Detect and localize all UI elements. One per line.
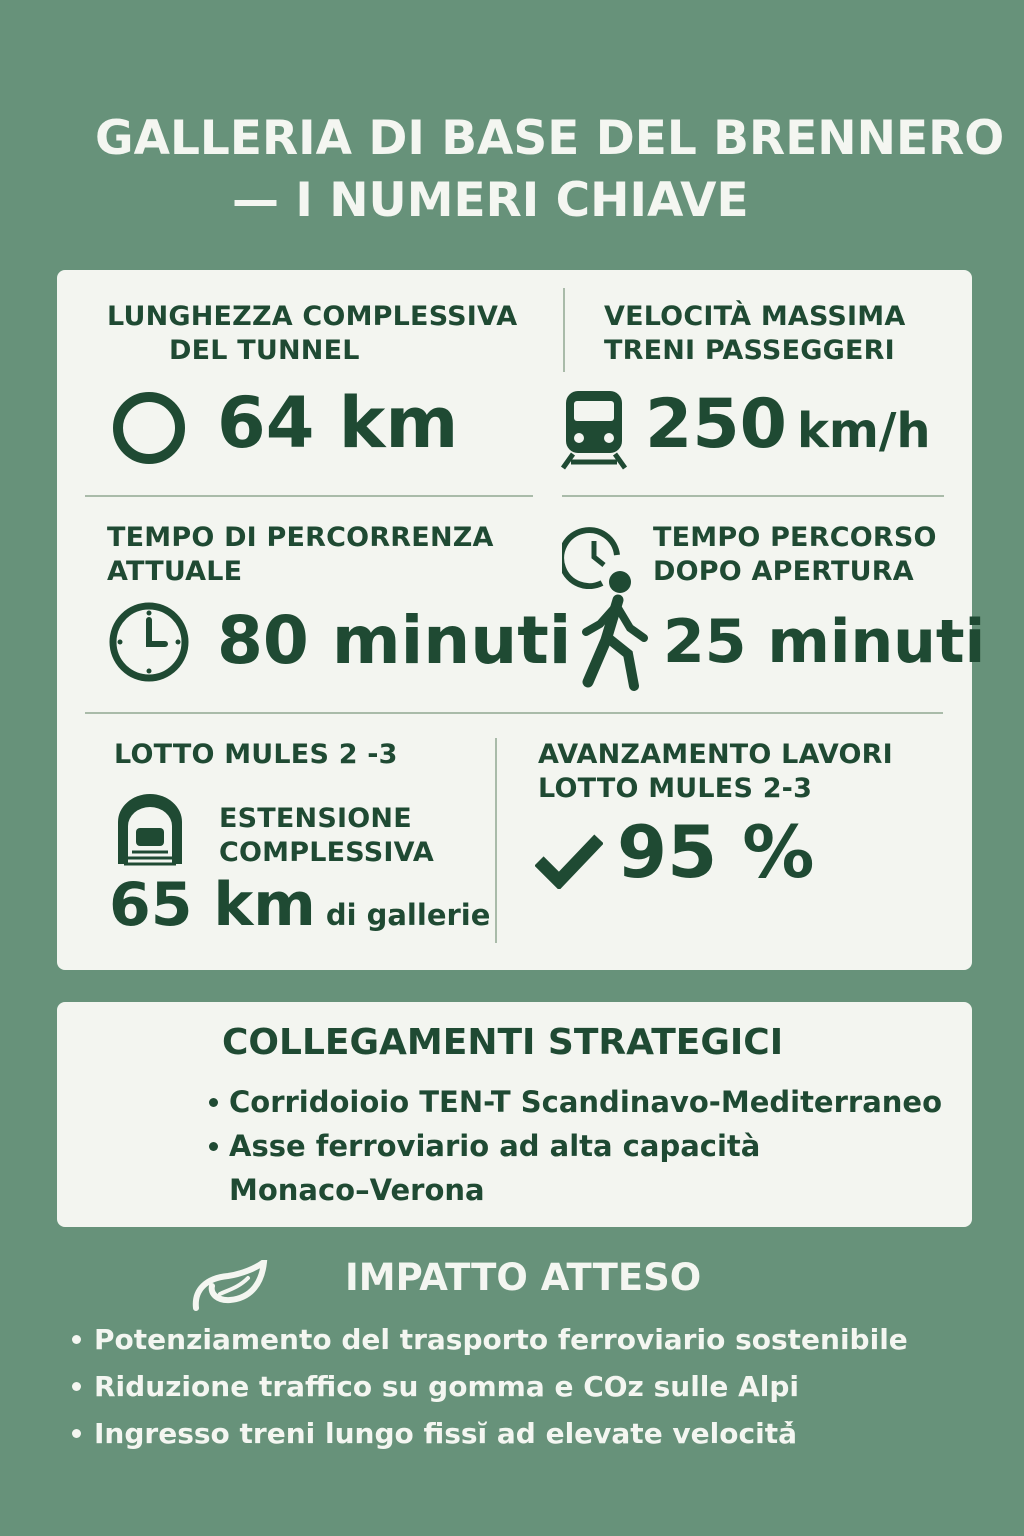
extension-label-line1: ESTENSIONE xyxy=(219,803,412,834)
list-item xyxy=(207,1080,942,1124)
lot-label: LOTTO MULES 2 -3 xyxy=(114,739,398,770)
new-time-label xyxy=(653,521,937,589)
divider xyxy=(85,712,943,714)
progress-value: 95 % xyxy=(617,810,815,894)
divider xyxy=(495,738,497,943)
link-item-2-line2: Monaco–Verona xyxy=(229,1173,485,1207)
progress-label-line2: LOTTO MULES 2-3 xyxy=(538,773,813,804)
impact-list xyxy=(70,1316,908,1457)
length-value: 64 km xyxy=(217,382,459,464)
clock-icon xyxy=(107,600,191,684)
lot-suffix: di gallerie xyxy=(325,898,491,932)
impact-item-1: Potenziamento del trasporto ferroviario sostenibile xyxy=(94,1323,908,1356)
length-label-line2: DEL TUNNEL xyxy=(169,335,360,366)
progress-label xyxy=(538,738,893,806)
list-item xyxy=(70,1410,908,1457)
key-numbers-card xyxy=(57,270,986,970)
link-item-1: Corridoioio TEN-T Scandinavo-Mediterraneo xyxy=(229,1085,943,1119)
speed-label xyxy=(604,300,905,368)
progress-label-line1: AVANZAMENTO LAVORI xyxy=(538,739,893,770)
links-title: COLLEGAMENTI STRATEGICI xyxy=(222,1022,784,1063)
impact-item-3: Ingresso treni lungo fissı̆ ad elevate velocitá̀ xyxy=(94,1417,797,1450)
leaf-icon xyxy=(186,1260,268,1312)
lot-value xyxy=(109,870,490,940)
link-item-2-line1: Asse ferroviario ad alta capacità xyxy=(229,1129,761,1163)
speed-value xyxy=(645,385,931,464)
length-label-line1: LUNGHEZZA COMPLESSIVA xyxy=(107,301,518,332)
checkmark-icon xyxy=(535,833,603,889)
current-time-value: 80 minuti xyxy=(217,602,572,679)
ring-icon xyxy=(111,390,187,466)
list-item xyxy=(207,1124,942,1212)
extension-label xyxy=(219,802,434,870)
strategic-links-card xyxy=(57,1002,972,1227)
list-item xyxy=(70,1316,908,1363)
train-icon xyxy=(561,388,627,470)
tunnel-icon xyxy=(112,790,188,866)
current-time-label-line2: ATTUALE xyxy=(107,556,243,587)
speed-label-line2: TRENI PASSEGGERI xyxy=(604,335,895,366)
links-list xyxy=(207,1080,942,1212)
speed-unit: km/h xyxy=(796,403,931,459)
divider xyxy=(562,495,944,497)
current-time-label xyxy=(107,521,494,589)
walking-person-icon xyxy=(572,570,652,692)
speed-label-line1: VELOCITÀ MASSIMA xyxy=(604,301,906,332)
current-time-label-line1: TEMPO DI PERCORRENZA xyxy=(107,522,494,553)
speed-number: 250 xyxy=(645,385,787,464)
extension-label-line2: COMPLESSIVA xyxy=(219,837,434,868)
new-time-value: 25 minuti xyxy=(663,607,986,677)
new-time-label-line1: TEMPO PERCORSO xyxy=(653,522,937,553)
impact-item-2: Riduzione traffico su gomma e COz sulle Alpi xyxy=(94,1370,800,1403)
title-line-2: — I NUMERI CHIAVE xyxy=(232,173,749,228)
length-label xyxy=(107,300,517,368)
divider xyxy=(563,288,565,372)
title-line-1: GALLERIA DI BASE DEL BRENNERO xyxy=(95,111,1005,166)
divider xyxy=(85,495,533,497)
impact-title: IMPATTO ATTESO xyxy=(345,1256,702,1299)
list-item xyxy=(70,1363,908,1410)
page-title xyxy=(0,108,1024,232)
new-time-label-line2: DOPO APERTURA xyxy=(653,556,914,587)
lot-number: 65 km xyxy=(109,870,316,940)
